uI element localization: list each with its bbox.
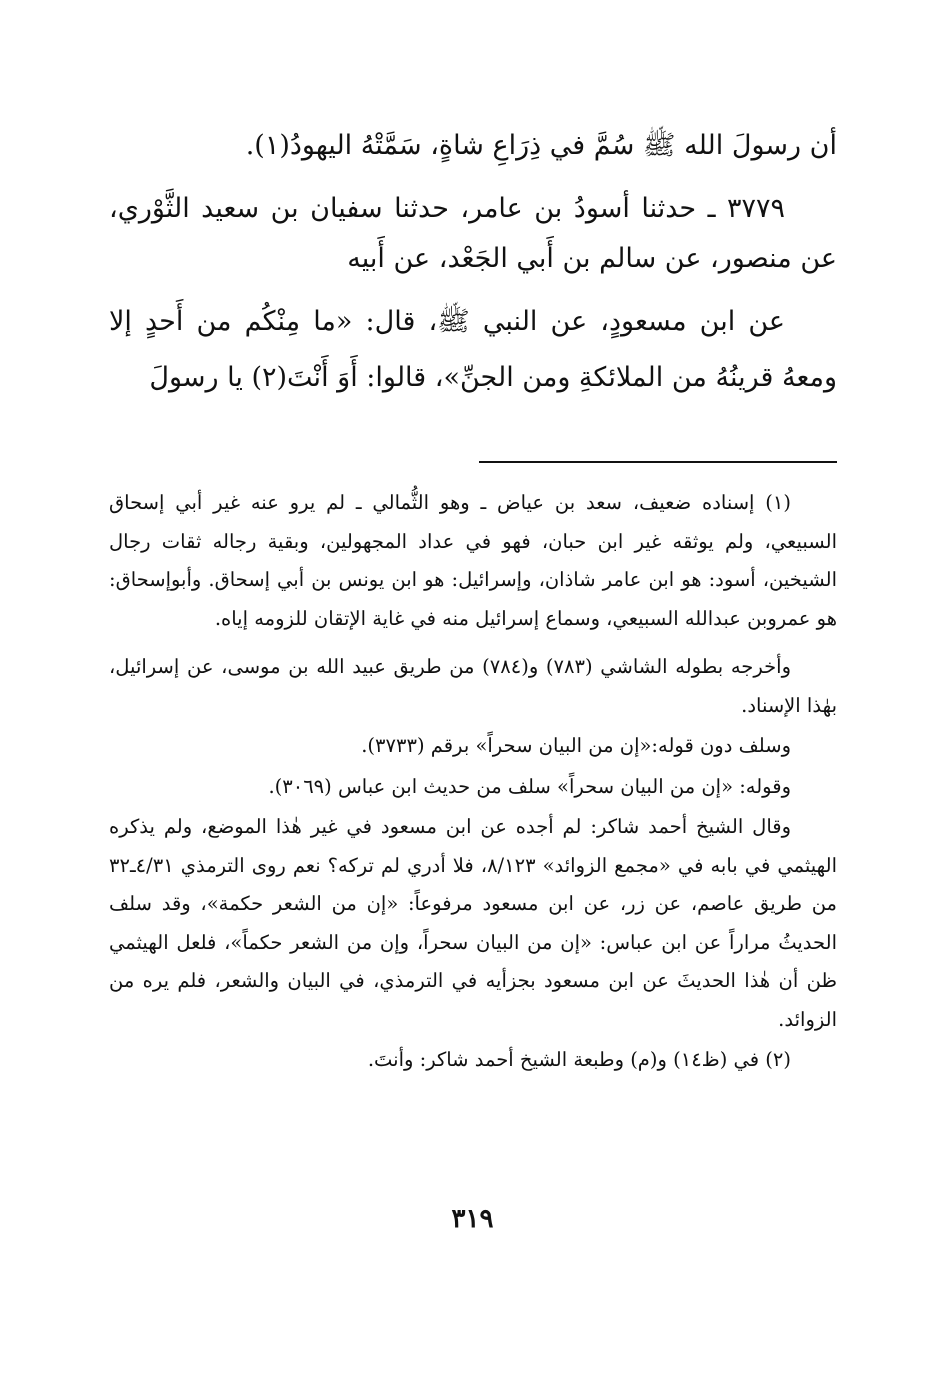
hadith-matn: عن ابن مسعودٍ، عن النبي ﷺ، قال: «ما مِنْكُم من أَحدٍ إلا ومعهُ قرينُهُ من الملائكةِ ومن الجنِّ»، قالوا: أَوَ أَنْتَ(٢) يا رسولَ xyxy=(109,306,837,393)
page-number: ٣١٩ xyxy=(451,1204,494,1234)
footnote-2: (٢) في (ظ١٤) و(م) وطبعة الشيخ أحمد شاكر: وأنتَ. xyxy=(367,1048,791,1071)
footnote-1-paragraph-2: وأخرجه بطوله الشاشي (٧٨٣) و(٧٨٤) من طريق عبيد الله بن موسى، عن إسرائيل، بهٰذا الإسناد. xyxy=(109,655,837,717)
footnote-1-paragraph-3: وسلف دون قوله:«إن من البيان سحراً» برقم (٣٧٣٣). xyxy=(361,734,791,757)
footnotes xyxy=(109,484,837,1080)
footnote-1-paragraph-1: (١) إسناده ضعيف، سعد بن عياض ـ وهو الثُّمالي ـ لم يرو عنه غير أبي إسحاق السبيعي، ولم يوثقه غير ابن حبان، فهو في عداد المجهولين، وبقية رجاله ثقات رجال الشيخين، أسود: هو ابن عامر شاذان، وإسرائيل: هو ابن يونس بن أبي إسحاق. وأبوإسحاق: هو عمروبن عبدالله السبيعي، وسماع إسرائيل منه في غاية الإتقان للزومه إياه. xyxy=(109,491,837,630)
hadith-isnad: ٣٧٧٩ ـ حدثنا أسودُ بن عامر، حدثنا سفيان بن سعيد الثَّوْري، عن منصور، عن سالم بن أَبي الجَعْد، عن أَبيه xyxy=(109,193,837,274)
footnote-1-paragraph-5: وقال الشيخ أحمد شاكر: لم أجده عن ابن مسعود في غير هٰذا الموضع، ولم يذكره الهيثمي في بابه في «مجمع الزوائد» ٨/١٢٣، فلا أدري لم تركه؟ نعم روى الترمذي ٤/٣١ـ٣٢ من طريق عاصم، عن زر، عن ابن مسعود مرفوعاً: «إن من الشعر حكمة»، وقد سلف الحديثُ مراراً عن ابن عباس: «إن من البيان سحراً، وإن من الشعر حكماً»، فلعل الهيثمي ظن أن هٰذا الحديثَ عن ابن مسعود بجزأيه في الترمذي، في البيان والشعر، فلم يره من الزوائد. xyxy=(109,815,837,1031)
footnote-divider xyxy=(479,461,837,463)
main-text xyxy=(109,118,837,406)
previous-hadith-ending: أن رسولَ الله ﷺ سُمَّ في ذِرَاعِ شاةٍ، سَمَّتْهُ اليهودُ(١). xyxy=(245,130,837,161)
footnote-1-paragraph-4: وقوله: «إن من البيان سحراً» سلف من حديث ابن عباس (٣٠٦٩). xyxy=(268,774,791,798)
